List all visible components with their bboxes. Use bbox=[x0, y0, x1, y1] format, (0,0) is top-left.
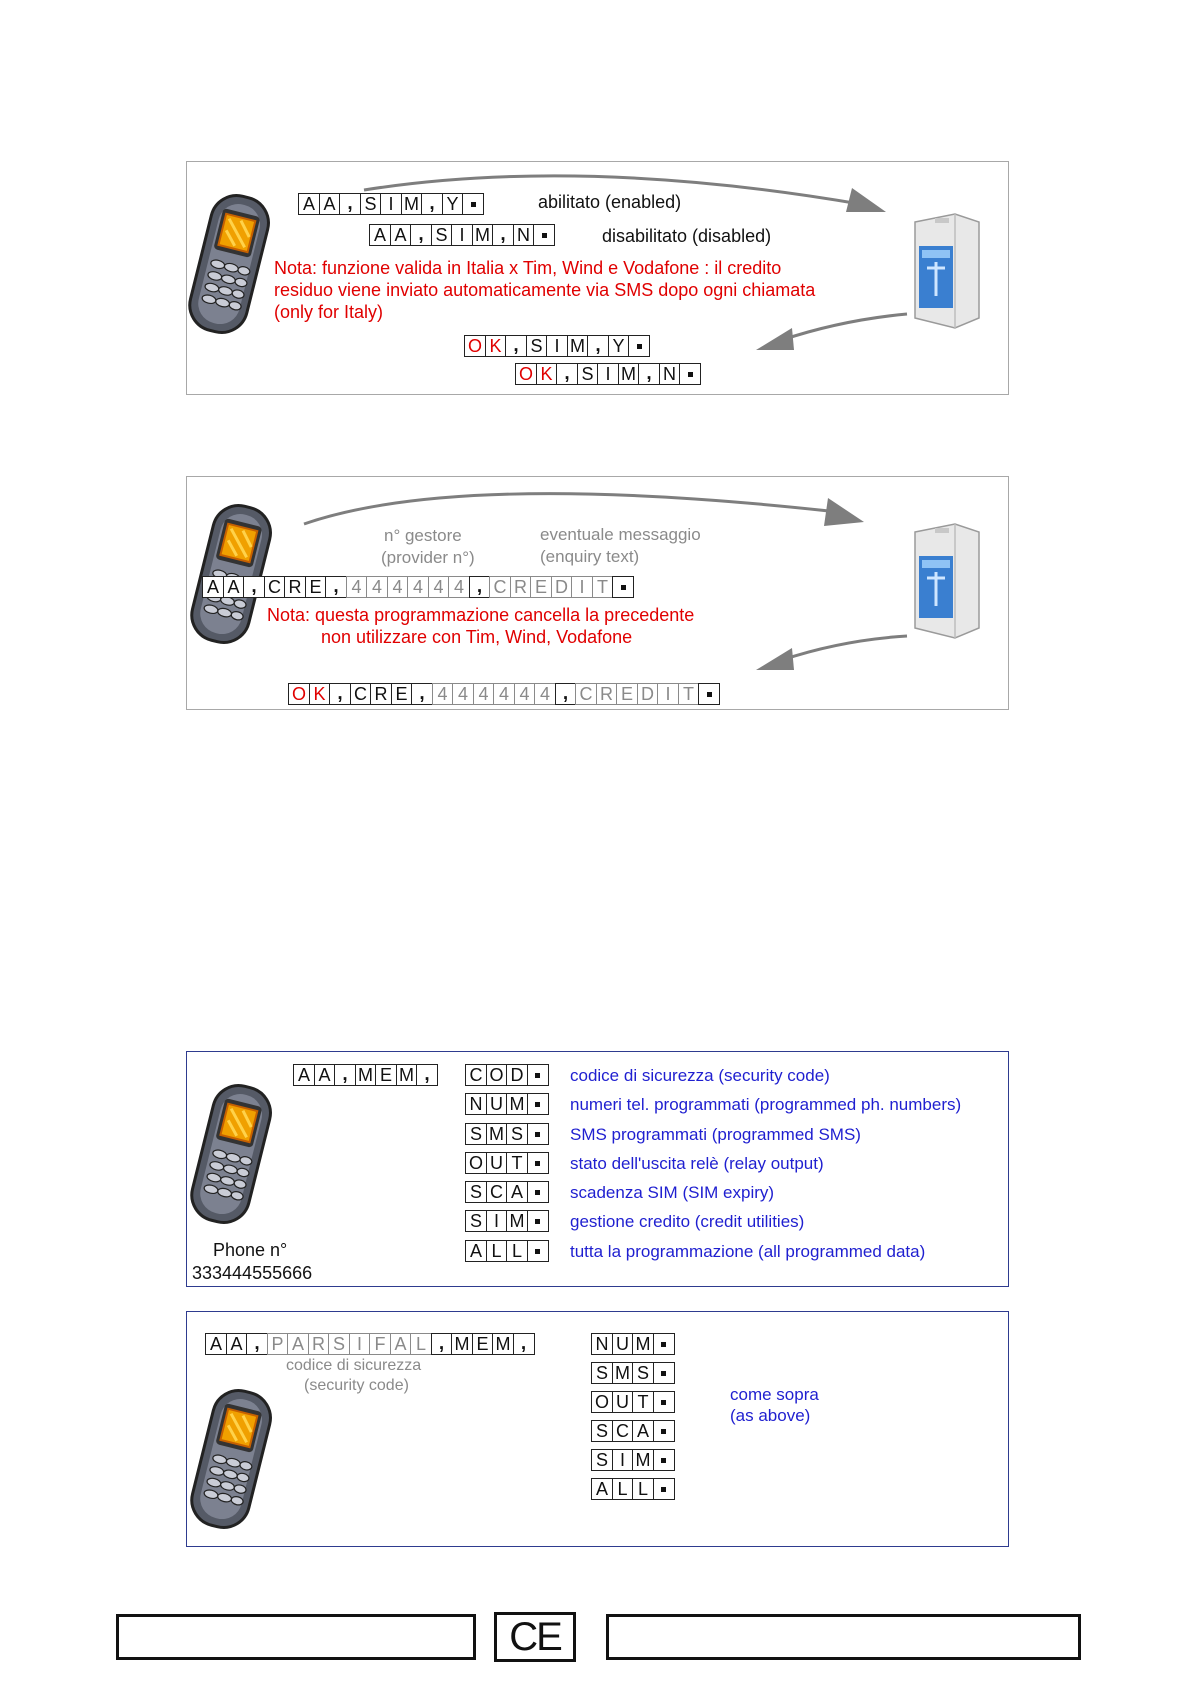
char-cell: M bbox=[567, 335, 589, 357]
char-cell: S bbox=[328, 1333, 350, 1355]
char-cell: A bbox=[390, 224, 412, 246]
char-cell bbox=[612, 576, 634, 598]
char-cell: M bbox=[506, 1210, 528, 1232]
phone-icon bbox=[190, 1380, 280, 1540]
gsm-device-icon bbox=[905, 210, 985, 330]
char-cell: I bbox=[657, 683, 679, 705]
char-cell: A bbox=[632, 1420, 654, 1442]
char-cell: N bbox=[513, 224, 535, 246]
char-cell: S bbox=[591, 1362, 613, 1384]
char-cell: E bbox=[530, 576, 552, 598]
char-cell: , bbox=[410, 224, 432, 246]
memory-code bbox=[465, 1064, 549, 1086]
note2-line-1: Nota: questa programmazione cancella la precedente bbox=[267, 605, 695, 625]
char-cell: I bbox=[571, 576, 593, 598]
char-cell bbox=[527, 1093, 549, 1115]
char-cell: A bbox=[314, 1064, 336, 1086]
char-cell: , bbox=[339, 193, 361, 215]
char-cell: , bbox=[556, 363, 578, 385]
as-above-label-2: (as above) bbox=[730, 1406, 811, 1425]
char-cell: T bbox=[632, 1391, 654, 1413]
char-cell: K bbox=[485, 335, 507, 357]
char-cell: R bbox=[308, 1333, 330, 1355]
char-cell: 4 bbox=[514, 683, 536, 705]
char-cell: S bbox=[360, 193, 382, 215]
phone-icon bbox=[188, 185, 278, 345]
char-cell: R bbox=[510, 576, 532, 598]
char-cell: A bbox=[319, 193, 341, 215]
memory-code-label: scadenza SIM (SIM expiry) bbox=[570, 1183, 775, 1202]
char-cell: L bbox=[506, 1240, 528, 1262]
char-cell: , bbox=[513, 1333, 535, 1355]
char-cell: T bbox=[592, 576, 614, 598]
char-cell: S bbox=[526, 335, 548, 357]
cmd-credit bbox=[202, 576, 634, 598]
security-code-option bbox=[591, 1420, 675, 1442]
provider-label-2: (provider n°) bbox=[381, 548, 475, 567]
char-cell: K bbox=[536, 363, 558, 385]
char-cell: R bbox=[284, 576, 306, 598]
char-cell bbox=[653, 1333, 675, 1355]
char-cell: , bbox=[325, 576, 347, 598]
char-cell: S bbox=[591, 1449, 613, 1471]
char-cell: I bbox=[612, 1449, 634, 1471]
char-cell: E bbox=[472, 1333, 494, 1355]
char-cell bbox=[527, 1152, 549, 1174]
char-cell: C bbox=[264, 576, 286, 598]
security-code-option bbox=[591, 1391, 675, 1413]
char-cell: M bbox=[492, 1333, 514, 1355]
char-cell: C bbox=[489, 576, 511, 598]
phone-icon bbox=[190, 495, 280, 655]
memory-code bbox=[465, 1210, 549, 1232]
char-cell: A bbox=[226, 1333, 248, 1355]
char-cell: T bbox=[678, 683, 700, 705]
char-cell: 4 bbox=[452, 683, 474, 705]
char-cell: P bbox=[267, 1333, 289, 1355]
char-cell: O bbox=[591, 1391, 613, 1413]
char-cell: 4 bbox=[448, 576, 470, 598]
char-cell: L bbox=[612, 1478, 634, 1500]
char-cell: U bbox=[612, 1333, 634, 1355]
char-cell: L bbox=[486, 1240, 508, 1262]
char-cell: 4 bbox=[473, 683, 495, 705]
char-cell: C bbox=[465, 1064, 487, 1086]
char-cell: 4 bbox=[428, 576, 450, 598]
char-cell: D bbox=[551, 576, 573, 598]
gsm-device-icon bbox=[905, 520, 985, 640]
char-cell: Y bbox=[608, 335, 630, 357]
char-cell: A bbox=[369, 224, 391, 246]
security-code-option bbox=[591, 1362, 675, 1384]
char-cell: M bbox=[486, 1123, 508, 1145]
char-cell: D bbox=[637, 683, 659, 705]
char-cell: M bbox=[632, 1449, 654, 1471]
char-cell: , bbox=[505, 335, 527, 357]
char-cell: A bbox=[390, 1333, 412, 1355]
char-cell: 4 bbox=[432, 683, 454, 705]
char-cell: D bbox=[506, 1064, 528, 1086]
char-cell: E bbox=[375, 1064, 397, 1086]
char-cell: U bbox=[486, 1093, 508, 1115]
ce-mark: CE bbox=[509, 1615, 561, 1659]
char-cell: Y bbox=[442, 193, 464, 215]
security-code-option bbox=[591, 1333, 675, 1355]
char-cell: O bbox=[465, 1152, 487, 1174]
cmd-security-prefix bbox=[205, 1333, 535, 1355]
char-cell: O bbox=[486, 1064, 508, 1086]
char-cell: I bbox=[349, 1333, 371, 1355]
char-cell: S bbox=[591, 1420, 613, 1442]
footer-left-box bbox=[116, 1614, 476, 1660]
char-cell: A bbox=[293, 1064, 315, 1086]
char-cell: , bbox=[638, 363, 660, 385]
note-line-1: Nota: funzione valida in Italia x Tim, Wind e Vodafone : il credito bbox=[274, 258, 782, 278]
phone-number: 333444555666 bbox=[192, 1263, 313, 1283]
char-cell: 4 bbox=[534, 683, 556, 705]
cmd-sim-disable bbox=[369, 224, 555, 246]
char-cell: , bbox=[469, 576, 491, 598]
char-cell: S bbox=[465, 1210, 487, 1232]
char-cell: , bbox=[411, 683, 433, 705]
char-cell: 4 bbox=[387, 576, 409, 598]
memory-code-label: numeri tel. programmati (programmed ph. numbers) bbox=[570, 1095, 962, 1114]
footer-right-box bbox=[606, 1614, 1081, 1660]
memory-code bbox=[465, 1181, 549, 1203]
char-cell: , bbox=[555, 683, 577, 705]
char-cell: S bbox=[506, 1123, 528, 1145]
char-cell: A bbox=[465, 1240, 487, 1262]
char-cell bbox=[653, 1362, 675, 1384]
char-cell: , bbox=[243, 576, 265, 598]
char-cell: M bbox=[612, 1362, 634, 1384]
char-cell: O bbox=[464, 335, 486, 357]
char-cell: R bbox=[370, 683, 392, 705]
char-cell: S bbox=[577, 363, 599, 385]
char-cell bbox=[533, 224, 555, 246]
char-cell: T bbox=[506, 1152, 528, 1174]
security-code-option bbox=[591, 1449, 675, 1471]
char-cell: M bbox=[355, 1064, 377, 1086]
char-cell: A bbox=[223, 576, 245, 598]
char-cell: 4 bbox=[366, 576, 388, 598]
char-cell: E bbox=[616, 683, 638, 705]
note-line-3: (only for Italy) bbox=[274, 302, 384, 322]
char-cell: , bbox=[492, 224, 514, 246]
char-cell: E bbox=[305, 576, 327, 598]
char-cell: A bbox=[298, 193, 320, 215]
char-cell: M bbox=[506, 1093, 528, 1115]
char-cell: M bbox=[451, 1333, 473, 1355]
char-cell: K bbox=[309, 683, 331, 705]
char-cell: S bbox=[465, 1123, 487, 1145]
char-cell bbox=[653, 1449, 675, 1471]
char-cell: F bbox=[369, 1333, 391, 1355]
char-cell: N bbox=[591, 1333, 613, 1355]
char-cell: A bbox=[506, 1181, 528, 1203]
char-cell bbox=[653, 1420, 675, 1442]
enquiry-label-1: eventuale messaggio bbox=[540, 525, 701, 544]
cmd-sim-enable bbox=[298, 193, 484, 215]
char-cell: N bbox=[465, 1093, 487, 1115]
char-cell bbox=[462, 193, 484, 215]
char-cell: M bbox=[401, 193, 423, 215]
char-cell: M bbox=[618, 363, 640, 385]
char-cell: A bbox=[205, 1333, 227, 1355]
char-cell: I bbox=[546, 335, 568, 357]
char-cell: L bbox=[632, 1478, 654, 1500]
provider-label-1: n° gestore bbox=[384, 526, 462, 545]
char-cell: C bbox=[612, 1420, 634, 1442]
char-cell: I bbox=[451, 224, 473, 246]
memory-code-label: gestione credito (credit utilities) bbox=[570, 1212, 805, 1231]
reply-credit bbox=[288, 683, 720, 705]
reply-arrow bbox=[752, 310, 912, 355]
char-cell: U bbox=[486, 1152, 508, 1174]
char-cell: , bbox=[431, 1333, 453, 1355]
enquiry-label-2: (enquiry text) bbox=[540, 547, 640, 566]
char-cell: M bbox=[632, 1333, 654, 1355]
char-cell: A bbox=[591, 1478, 613, 1500]
char-cell bbox=[628, 335, 650, 357]
char-cell: , bbox=[416, 1064, 438, 1086]
char-cell: S bbox=[431, 224, 453, 246]
memory-code bbox=[465, 1093, 549, 1115]
char-cell bbox=[527, 1240, 549, 1262]
char-cell bbox=[679, 363, 701, 385]
memory-code bbox=[465, 1152, 549, 1174]
as-above-label-1: come sopra bbox=[730, 1385, 819, 1404]
char-cell bbox=[653, 1391, 675, 1413]
char-cell: , bbox=[587, 335, 609, 357]
char-cell: R bbox=[596, 683, 618, 705]
char-cell: 4 bbox=[407, 576, 429, 598]
char-cell bbox=[527, 1123, 549, 1145]
char-cell: C bbox=[575, 683, 597, 705]
reply-sim-disable bbox=[515, 363, 701, 385]
char-cell: 4 bbox=[493, 683, 515, 705]
char-cell: O bbox=[515, 363, 537, 385]
char-cell bbox=[653, 1478, 675, 1500]
note2-line-2: non utilizzare con Tim, Wind, Vodafone bbox=[321, 627, 633, 647]
security-label-1: codice di sicurezza bbox=[286, 1357, 422, 1374]
char-cell bbox=[527, 1210, 549, 1232]
memory-code-label: SMS programmati (programmed SMS) bbox=[570, 1125, 861, 1144]
reply-sim-enable bbox=[464, 335, 650, 357]
phone-icon bbox=[190, 1075, 280, 1235]
security-label-2: (security code) bbox=[304, 1377, 409, 1394]
char-cell: L bbox=[410, 1333, 432, 1355]
char-cell: , bbox=[329, 683, 351, 705]
char-cell: A bbox=[287, 1333, 309, 1355]
char-cell: 4 bbox=[346, 576, 368, 598]
char-cell: S bbox=[465, 1181, 487, 1203]
char-cell: M bbox=[472, 224, 494, 246]
memory-code-label: tutta la programmazione (all programmed data) bbox=[570, 1242, 926, 1261]
cmd-mem-prefix bbox=[293, 1064, 438, 1086]
char-cell: M bbox=[396, 1064, 418, 1086]
char-cell: U bbox=[612, 1391, 634, 1413]
memory-code-label: codice di sicurezza (security code) bbox=[570, 1066, 830, 1085]
memory-code bbox=[465, 1240, 549, 1262]
char-cell: S bbox=[632, 1362, 654, 1384]
char-cell: C bbox=[486, 1181, 508, 1203]
char-cell: , bbox=[421, 193, 443, 215]
char-cell bbox=[527, 1181, 549, 1203]
phone-label: Phone n° bbox=[213, 1240, 288, 1260]
note-line-2: residuo viene inviato automaticamente via SMS dopo ogni chiamata bbox=[274, 280, 816, 300]
ce-mark-box bbox=[494, 1612, 576, 1662]
char-cell: I bbox=[486, 1210, 508, 1232]
char-cell bbox=[698, 683, 720, 705]
label-disabled: disabilitato (disabled) bbox=[602, 226, 772, 246]
reply-arrow bbox=[752, 630, 912, 675]
char-cell: , bbox=[334, 1064, 356, 1086]
security-code-option bbox=[591, 1478, 675, 1500]
char-cell: , bbox=[246, 1333, 268, 1355]
char-cell: C bbox=[350, 683, 372, 705]
char-cell: O bbox=[288, 683, 310, 705]
char-cell: I bbox=[380, 193, 402, 215]
memory-code bbox=[465, 1123, 549, 1145]
char-cell: A bbox=[202, 576, 224, 598]
char-cell: E bbox=[391, 683, 413, 705]
char-cell: I bbox=[597, 363, 619, 385]
label-enabled: abilitato (enabled) bbox=[538, 192, 682, 212]
char-cell bbox=[527, 1064, 549, 1086]
memory-code-label: stato dell'uscita relè (relay output) bbox=[570, 1154, 824, 1173]
char-cell: N bbox=[659, 363, 681, 385]
